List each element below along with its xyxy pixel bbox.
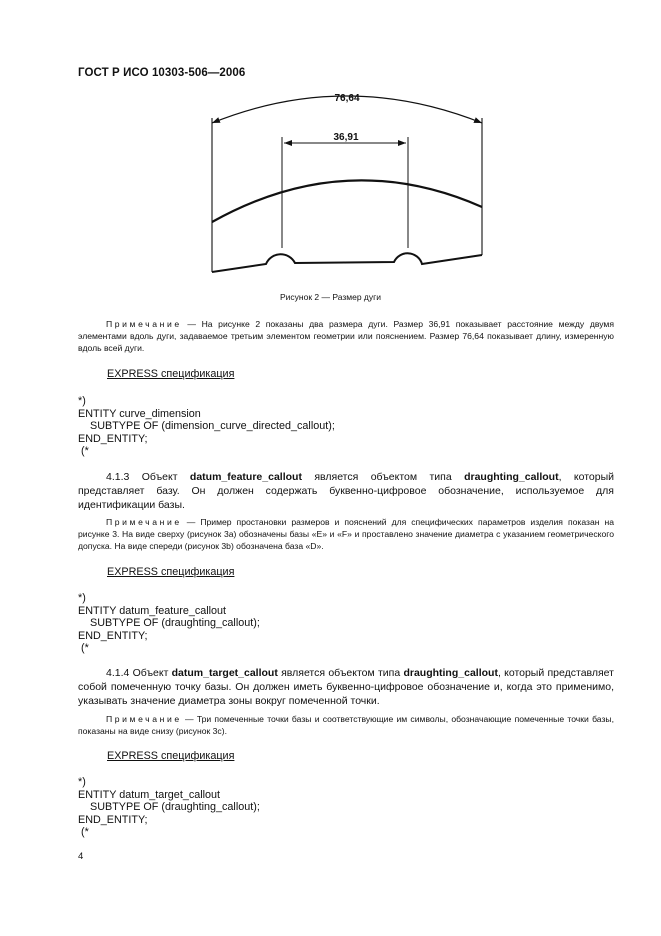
- note-1: [78, 318, 614, 355]
- code-line: (*: [78, 445, 89, 458]
- code-line: END_ENTITY;: [78, 432, 148, 445]
- part-upper-arc: [212, 180, 482, 222]
- express-spec-label: EXPRESS спецификация: [107, 566, 235, 578]
- section-text: является объектом типа: [301, 471, 465, 483]
- code-line: *): [78, 395, 86, 407]
- dim-inner-label: 36,91: [333, 132, 359, 143]
- code-line: (*: [78, 826, 89, 839]
- code-line: (*: [78, 642, 89, 655]
- section-4-1-4: [78, 666, 614, 709]
- code-block-datum-feature-callout: [78, 592, 260, 655]
- note-text: — На рисунке 2 показаны два размера дуги. Размер 36,91 показывает расстояние между двумя элементами вдоль дуги, задаваемое третьим элементом геометрии или пояснением. Размер 76,64 показывает длину, измеренную вдоль всей дуги.: [78, 319, 614, 354]
- figure-arc-dimension: [200, 84, 500, 284]
- express-spec-label: EXPRESS спецификация: [107, 368, 235, 380]
- type-name: draughting_callout: [464, 471, 559, 483]
- type-name: draughting_callout: [403, 667, 498, 679]
- code-line: ENTITY datum_target_callout: [78, 788, 221, 801]
- code-block-curve-dimension: [78, 395, 335, 458]
- part-lower-arc: [212, 253, 482, 272]
- section-4-1-3: [78, 470, 614, 513]
- code-line: END_ENTITY;: [78, 813, 148, 826]
- note-label: Примечание: [106, 714, 182, 724]
- dim-outer-label: 76,64: [334, 93, 360, 104]
- code-line: *): [78, 776, 86, 788]
- code-line: ENTITY datum_feature_callout: [78, 604, 227, 617]
- section-number: 4.1.3 Объект: [106, 471, 190, 483]
- note-label: Примечание: [106, 319, 182, 329]
- entity-name: datum_target_callout: [171, 667, 278, 679]
- note-3: [78, 713, 614, 737]
- page-number: 4: [78, 851, 84, 862]
- code-line: ENTITY curve_dimension: [78, 407, 201, 420]
- entity-name: datum_feature_callout: [189, 471, 302, 483]
- express-spec-label: EXPRESS спецификация: [107, 750, 235, 762]
- code-line: END_ENTITY;: [78, 629, 148, 642]
- section-text: является объектом типа: [277, 667, 404, 679]
- note-text: — Пример простановки размеров и пояснений для специфических параметров изделия показан на рисунке 3. На виде сверху (рисунок 3a) обозначены базы «E» и «F» и проставлено значение диаметра с указанием геометрического допуска. На виде спереди (рисунок 3b) обозначена база «D».: [78, 517, 614, 552]
- figure-caption: Рисунок 2 — Размер дуги: [279, 292, 381, 302]
- code-line: *): [78, 592, 86, 604]
- code-line: SUBTYPE OF (draughting_callout);: [78, 801, 260, 814]
- section-text: , который представляет собой помеченную точку базы. Он должен иметь буквенно-цифровое обозначение и, когда это применимо, указывать значение диаметра зоны вокруг помеченной точки.: [78, 667, 614, 708]
- section-text: , который представляет базу. Он должен содержать буквенно-цифровое обозначение, используемое для идентификации базы.: [78, 471, 614, 512]
- code-block-datum-target-callout: [78, 776, 260, 839]
- page-header: ГОСТ Р ИСО 10303-506—2006: [78, 67, 246, 79]
- note-label: Примечание: [106, 517, 182, 527]
- note-2: [78, 516, 614, 553]
- code-line: SUBTYPE OF (draughting_callout);: [78, 617, 260, 630]
- section-number: 4.1.4 Объект: [106, 667, 172, 679]
- code-line: SUBTYPE OF (dimension_curve_directed_callout);: [78, 420, 335, 433]
- note-text: — Три помеченные точки базы и соответствующие им символы, обозначающие помеченные точки базы, показаны на виде снизу (рисунок 3c).: [78, 714, 614, 737]
